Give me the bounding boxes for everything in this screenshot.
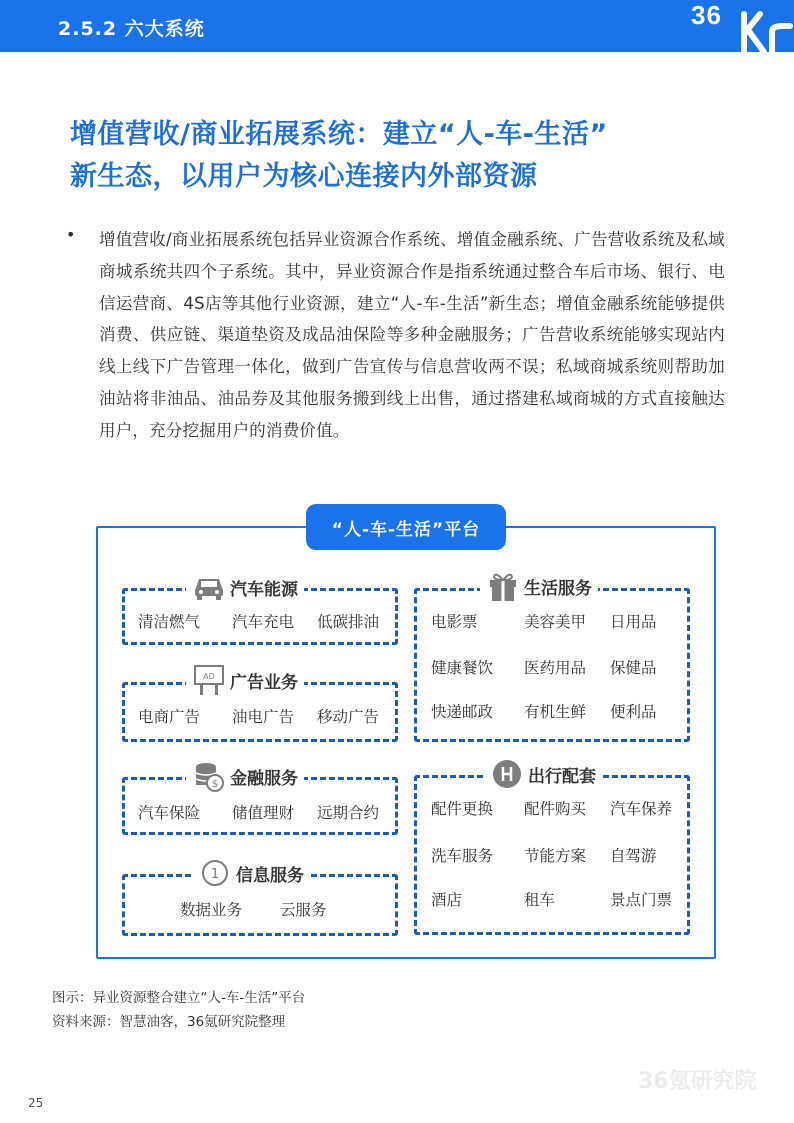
svg-text:$: $: [211, 779, 219, 790]
list-item: 有机生鲜: [524, 703, 587, 721]
list-item: 油电广告: [232, 708, 295, 726]
car-icon: [192, 570, 226, 604]
coins-icon: [192, 759, 226, 793]
list-item: 健康餐饮: [431, 659, 494, 677]
watermark-text: 36氪研究院: [638, 1069, 757, 1094]
list-item: 便利品: [610, 703, 657, 721]
logo-kr-icon: [738, 10, 794, 52]
source-caption: 资料来源：智慧油客，36氪研究院整理: [52, 1014, 286, 1030]
list-item: 电影票: [431, 613, 478, 631]
billboard-ad-label: AD: [203, 672, 215, 681]
list-item: 远期合约: [317, 804, 380, 822]
group-advertising-title: 广告业务: [230, 672, 298, 693]
group-travel-head: [484, 756, 602, 792]
bullet-dot: •: [66, 225, 76, 244]
page-number: 25: [28, 1096, 44, 1110]
list-item: 数据业务: [180, 901, 243, 919]
heading-line-2: 新生态，以用户为核心连接内外部资源: [70, 161, 538, 192]
list-item: 租车: [524, 891, 556, 909]
page-heading: [70, 114, 750, 198]
group-finance-head: [186, 758, 304, 794]
group-life-head: [480, 568, 598, 604]
list-item: 清洁燃气: [138, 613, 201, 631]
list-item: 日用品: [610, 613, 657, 631]
group-finance-title: 金融服务: [230, 768, 298, 789]
group-advertising-head: [186, 662, 304, 698]
platform-title: “人-车-生活”平台: [306, 504, 506, 550]
billboard-icon: [192, 663, 226, 697]
list-item: 云服务: [280, 901, 327, 919]
list-item: 汽车保养: [610, 800, 673, 818]
group-auto-energy-title: 汽车能源: [230, 579, 298, 600]
group-info-title: 信息服务: [236, 865, 304, 886]
list-item: 美容美甲: [524, 613, 587, 631]
list-item: 汽车保险: [138, 804, 201, 822]
info-icon: [198, 856, 232, 890]
travel-icon: [490, 757, 524, 791]
list-item: 快递邮政: [431, 703, 494, 721]
list-item: 洗车服务: [431, 847, 494, 865]
group-travel-title: 出行配套: [528, 766, 596, 787]
section-title: 2.5.2 六大系统: [58, 18, 205, 40]
list-item: 节能方案: [524, 847, 587, 865]
header-bar: [0, 0, 794, 52]
logo-36kr: 36: [691, 0, 722, 30]
list-item: 电商广告: [138, 708, 201, 726]
list-item: 保健品: [610, 659, 657, 677]
list-item: 汽车充电: [232, 613, 295, 631]
list-item: 移动广告: [317, 708, 380, 726]
list-item: 配件购买: [524, 800, 587, 818]
list-item: 低碳排油: [317, 613, 380, 631]
info-icon-digit: 1: [210, 867, 220, 882]
list-item: 景点门票: [610, 891, 673, 909]
body-paragraph: 增值营收/商业拓展系统包括异业资源合作系统、增值金融系统、广告营收系统及私域商城系统共四个子系统。其中，异业资源合作是指系统通过整合车后市场、银行、电信运营商、4S店等其他行业资源，建立“人-车-生活”新生态；增值金融系统能够提供消费、供应链、渠道垫资及成品油保险等多种金融服务；广告营收系统能够实现站内线上线下广告管理一体化，做到广告宣传与信息营收两不误；私域商城系统则帮助加油站将非油品、油品券及其他服务搬到线上出售，通过搭建私域商城的方式直接触达用户，充分挖掘用户的消费价值。: [99, 230, 725, 440]
list-item: 自驾游: [610, 847, 657, 865]
list-item: 配件更换: [431, 800, 494, 818]
group-info-head: [192, 855, 310, 891]
group-life-title: 生活服务: [524, 578, 592, 599]
watermark-logo: [636, 1058, 776, 1102]
list-item: 医药用品: [524, 659, 587, 677]
list-item: 酒店: [431, 891, 463, 909]
group-auto-energy-head: [186, 569, 304, 605]
gift-icon: [486, 569, 520, 603]
figure-caption: 图示：异业资源整合建立“人-车-生活”平台: [52, 990, 306, 1006]
heading-line-1: 增值营收/商业拓展系统：建立“人-车-生活”: [70, 119, 608, 150]
list-item: 储值理财: [232, 804, 295, 822]
